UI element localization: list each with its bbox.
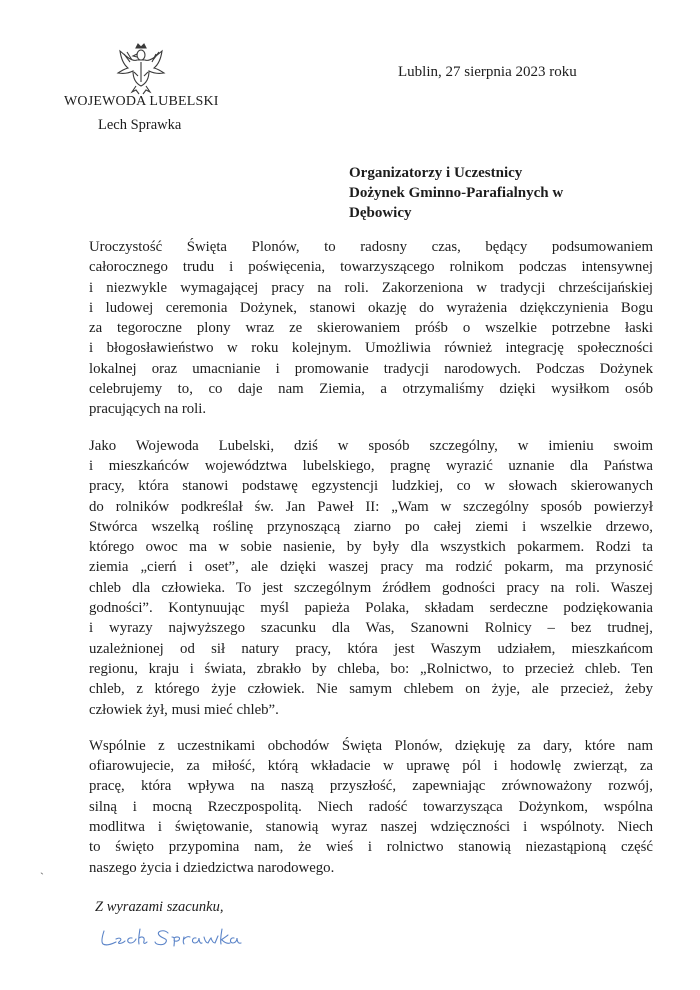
paragraph-line: pracę, która wpływa na naszą przyszłość, zapewniając zrównoważony rozwój, — [89, 778, 653, 795]
paragraph-line: do rolników podkreślał św. Jan Paweł II: „Wam w szczególny sposób powierzył — [89, 498, 653, 515]
paragraph-line: Jako Wojewoda Lubelski, dziś w sposób szczególny, w imieniu swoim — [89, 437, 653, 454]
paragraph-line: całorocznego trudu i poświęcenia, towarzyszącego rolnikom podczas intensywnej — [89, 259, 653, 276]
paragraph-line: człowiek żył, musi mieć chleb”. — [89, 701, 279, 718]
paragraph-line: regionu, kraju i świata, zbrakło by chleba, bo: „Rolnictwo, to przecież chleb. Ten — [89, 660, 653, 677]
paragraph-line: lokalnej oraz umacnianie i promowanie tradycji narodowych. Podczas Dożynek — [89, 360, 653, 377]
paragraph-line: chleb, z którego żyje człowiek. Nie samym chlebem on żyje, ale przecież, żeby — [89, 681, 653, 698]
body-paragraph — [89, 736, 653, 878]
paragraph-line: i ludowej ceremonia Dożynek, stanowi okazję do wyrażenia dziękczynienia Bogu — [89, 299, 653, 316]
paragraph-line: i błogosławieństwo w roku kolejnym. Umożliwia również integrację społeczności — [89, 340, 653, 357]
closing-phrase: Z wyrazami szacunku, — [95, 899, 224, 915]
signer-name: Lech Sprawka — [98, 117, 182, 133]
paragraph-line: godności”. Kontynuując myśl papieża Polaka, składam serdeczne podziękowania — [89, 600, 653, 617]
letter-body — [89, 237, 653, 894]
body-paragraph — [89, 436, 653, 720]
recipient-line: Organizatorzy i Uczestnicy — [349, 165, 523, 181]
recipient-line: Dębowicy — [349, 205, 412, 221]
paragraph-line: Stwórca wszelką roślinę przynoszącą ziarno po całej ziemi i wszelkie drzewo, — [89, 518, 653, 535]
paragraph-line: pracy, która stanowi podstawę egzystencji ludzkiej, co w słowach skierowanych — [89, 478, 653, 495]
paragraph-line: to święto przypomina nam, że wieś i rolnictwo stanowią niezastąpioną część — [89, 839, 653, 856]
margin-mark: ` — [40, 870, 44, 884]
paragraph-line: uzależnionej od sił natury pracy, która jest Waszym udziałem, mieszkańcom — [89, 640, 653, 657]
recipient-block — [349, 163, 649, 223]
paragraph-line: i niezwykle wymagającej pracy na roli. Zakorzeniona w tradycji chrześcijańskiej — [89, 279, 653, 296]
polish-eagle-emblem-icon — [112, 42, 170, 96]
paragraph-line: ofiarowujecie, za miłość, którą wkładacie w uprawę pól i hodowlę zwierząt, za — [89, 758, 653, 775]
paragraph-line: za tegoroczne plony wraz ze skierowaniem próśb o wszelkie potrzebne łaski — [89, 320, 653, 337]
paragraph-line: i wyrazy najwyższego szacunku dla Was, Szanowni Rolnicy – bez trudnej, — [89, 620, 653, 637]
paragraph-line: Uroczystość Święta Plonów, to radosny czas, będący podsumowaniem — [89, 239, 653, 255]
paragraph-line: chleb dla człowieka. To jest szczególnym źródłem godności pracy na roli. Waszej — [89, 579, 653, 596]
paragraph-line: i mieszkańców województwa lubelskiego, pragnę wyrazić uznanie dla Państwa — [89, 457, 653, 474]
body-paragraph — [89, 237, 653, 420]
paragraph-line: silną i mocną Rzeczpospolitą. Niech radość towarzysząca Dożynkom, wspólna — [89, 798, 653, 815]
paragraph-line: celebrujemy to, co daje nam Ziemia, a otrzymaliśmy dzięki wysiłkom osób — [89, 381, 653, 398]
paragraph-line: naszego życia i dziedzictwa narodowego. — [89, 859, 335, 876]
paragraph-line: Wspólnie z uczestnikami obchodów Święta Plonów, dziękuję za dary, które nam — [89, 737, 653, 754]
office-title: WOJEWODA LUBELSKI — [64, 94, 219, 109]
handwritten-signature-icon — [96, 913, 246, 953]
paragraph-line: modlitwa i świętowanie, stanowią wyraz naszej wdzięczności i wspólnoty. Niech — [89, 819, 653, 836]
paragraph-line: pracujących na roli. — [89, 401, 207, 418]
letter-date: Lublin, 27 sierpnia 2023 roku — [398, 64, 577, 80]
recipient-line: Dożynek Gminno-Parafialnych w — [349, 185, 564, 201]
paragraph-line: którego owoc ma w sobie nasienie, by były dla wszystkich pokarmem. Rodzi ta — [89, 539, 653, 556]
paragraph-line: ziemia „cierń i oset”, ale dzięki waszej pracy ma rodzić pokarm, ma przynosić — [89, 559, 653, 576]
